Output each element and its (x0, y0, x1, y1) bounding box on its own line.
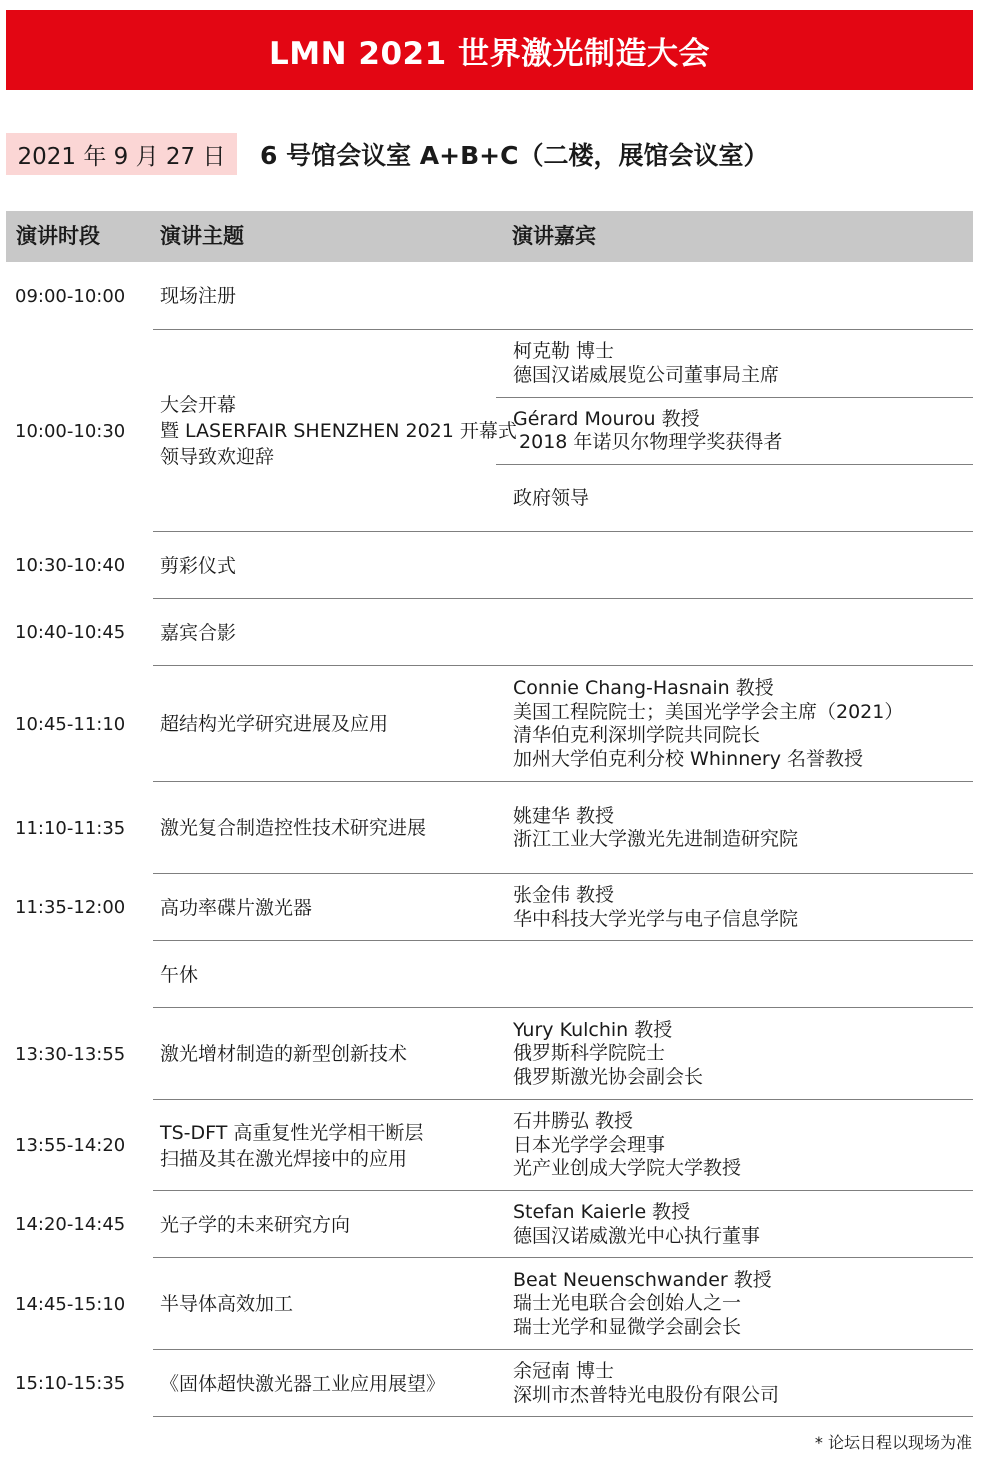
speaker-name: Stefan Kaierle 教授 (513, 1201, 691, 1223)
session-date: 2021 年 9 月 27 日 (17, 143, 226, 170)
speakers-cell (496, 1100, 973, 1191)
speakers-cell (496, 782, 973, 874)
topic-line: 大会开幕 (160, 394, 237, 416)
time-slot: 09:00-10:00 (15, 285, 126, 307)
speakers-cell (496, 874, 973, 941)
topic-line: 激光增材制造的新型创新技术 (160, 1043, 408, 1065)
speaker-entry (496, 1350, 973, 1417)
speaker-entry (496, 1258, 973, 1350)
table-row (0, 1258, 984, 1350)
table-row (0, 666, 984, 782)
speaker-entry (496, 1008, 973, 1100)
speaker-title: 俄罗斯激光协会副会长 (513, 1065, 704, 1088)
topic-cell (160, 599, 495, 666)
speaker-title: 清华伯克利深圳学院共同院长 (513, 724, 761, 746)
table-row (0, 1191, 984, 1258)
speakers-cell (496, 1191, 973, 1258)
speaker-title: 瑞士光学和显微学会副会长 (513, 1315, 742, 1338)
row-divider (153, 1416, 973, 1417)
speaker-name: 政府领导 (513, 486, 590, 509)
conference-title: LMN 2021 世界激光制造大会 (269, 35, 710, 72)
topic-cell (160, 1350, 495, 1417)
time-slot: 13:30-13:55 (15, 1043, 126, 1065)
topic-cell (160, 532, 495, 599)
time-slot: 11:10-11:35 (15, 817, 126, 839)
speakers-cell (496, 1350, 973, 1417)
column-header-speaker: 演讲嘉宾 (512, 224, 596, 248)
table-row (0, 874, 984, 941)
table-header (6, 211, 973, 262)
table-row (0, 262, 984, 330)
topic-line: 超结构光学研究进展及应用 (160, 713, 389, 735)
topic-line: 扫描及其在激光焊接中的应用 (160, 1147, 408, 1170)
speaker-entry (496, 397, 973, 464)
speaker-name: 石井勝弘 教授 (513, 1110, 634, 1133)
topic-line: TS-DFT 高重复性光学相干断层 (160, 1121, 424, 1144)
speaker-name: 余冠南 博士 (513, 1360, 615, 1382)
table-row (0, 941, 984, 1008)
session-venue: 6 号馆会议室 A+B+C（二楼，展馆会议室） (260, 141, 769, 170)
conference-title-banner (6, 10, 973, 90)
table-row (0, 1350, 984, 1417)
speakers-cell (496, 1008, 973, 1100)
time-slot: 15:10-15:35 (15, 1373, 126, 1394)
speaker-entry (496, 1100, 973, 1191)
topic-cell (160, 874, 495, 941)
speaker-name: Connie Chang-Hasnain 教授 (513, 677, 774, 699)
topic-cell (160, 666, 495, 782)
speaker-title: 美国工程院院士；美国光学学会主席（2021） (513, 700, 904, 723)
topic-line: 现场注册 (160, 285, 237, 307)
topic-line: 激光复合制造控性技术研究进展 (160, 817, 427, 839)
table-row (0, 782, 984, 874)
speaker-title: 2018 年诺贝尔物理学奖获得者 (513, 431, 783, 453)
column-header-time: 演讲时段 (16, 224, 100, 248)
speaker-title: 加州大学伯克利分校 Whinnery 名誉教授 (513, 747, 864, 770)
speaker-entry (496, 666, 973, 782)
speaker-entry (496, 464, 973, 532)
speaker-name: Gérard Mourou 教授 (513, 407, 700, 430)
time-slot: 11:35-12:00 (15, 897, 126, 918)
speakers-cell (496, 666, 973, 782)
topic-line: 剪彩仪式 (160, 554, 237, 577)
table-row (0, 330, 984, 532)
topic-cell (160, 1008, 495, 1100)
speakers-cell (496, 330, 973, 532)
time-slot: 13:55-14:20 (15, 1135, 126, 1156)
speaker-title: 华中科技大学光学与电子信息学院 (513, 907, 799, 930)
speaker-entry (496, 1191, 973, 1258)
topic-line: 高功率碟片激光器 (160, 896, 313, 919)
topic-cell (160, 1100, 495, 1191)
speaker-name: Beat Neuenschwander 教授 (513, 1268, 772, 1291)
topic-line: 嘉宾合影 (160, 621, 237, 644)
speaker-name: 张金伟 教授 (513, 884, 615, 906)
session-date-badge (6, 133, 237, 175)
topic-line: 午休 (160, 963, 199, 986)
time-slot: 10:00-10:30 (15, 420, 126, 442)
table-row (0, 1008, 984, 1100)
speaker-entry (496, 874, 973, 941)
topic-cell (160, 941, 495, 1008)
time-slot: 10:40-10:45 (15, 622, 126, 643)
speaker-entry (496, 330, 973, 397)
speaker-title: 浙江工业大学激光先进制造研究院 (513, 828, 799, 850)
speaker-title: 深圳市杰普特光电股份有限公司 (513, 1383, 780, 1406)
speakers-cell (496, 1258, 973, 1350)
column-header-topic: 演讲主题 (160, 224, 244, 248)
topic-line: 光子学的未来研究方向 (160, 1213, 351, 1236)
topic-line: 半导体高效加工 (160, 1293, 294, 1315)
speaker-title: 德国汉诺威激光中心执行董事 (513, 1224, 761, 1247)
speaker-title: 俄罗斯科学院院士 (513, 1042, 666, 1065)
topic-cell (160, 262, 495, 330)
speaker-title: 德国汉诺威展览公司董事局主席 (513, 363, 780, 386)
time-slot: 14:45-15:10 (15, 1293, 126, 1315)
speaker-title: 瑞士光电联合会创始人之一 (513, 1292, 742, 1315)
table-row (0, 599, 984, 666)
footnote: * 论坛日程以现场为准 (814, 1433, 972, 1452)
speaker-name: 姚建华 教授 (513, 804, 615, 827)
speaker-title: 光产业创成大学院大学教授 (513, 1157, 742, 1180)
time-slot: 14:20-14:45 (15, 1214, 126, 1235)
topic-cell (160, 1191, 495, 1258)
topic-cell (160, 782, 495, 874)
topic-cell (160, 330, 517, 532)
speaker-title: 日本光学学会理事 (513, 1133, 666, 1156)
time-slot: 10:45-11:10 (15, 713, 126, 735)
topic-line: 暨 LASERFAIR SHENZHEN 2021 开幕式 (160, 420, 517, 442)
speaker-name: Yury Kulchin 教授 (513, 1018, 673, 1041)
topic-line: 领导致欢迎辞 (160, 446, 275, 468)
table-row (0, 1100, 984, 1191)
time-slot: 10:30-10:40 (15, 555, 126, 576)
table-row (0, 532, 984, 599)
speaker-name: 柯克勒 博士 (513, 340, 615, 362)
topic-cell (160, 1258, 495, 1350)
speaker-entry (496, 782, 973, 874)
topic-line: 《固体超快激光器工业应用展望》 (160, 1372, 446, 1395)
